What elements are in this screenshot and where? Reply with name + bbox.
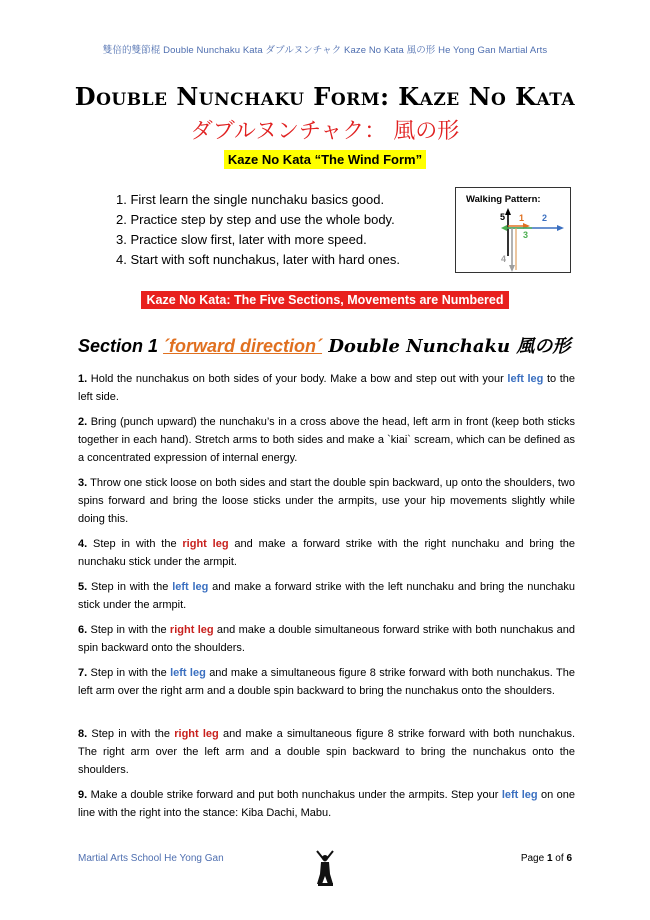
step-item: 2. Practice step by step and use the whole body. xyxy=(116,212,395,227)
paragraph-text: and make a simultaneous figure 8 strike forward with both nunchakus. The left arm over the right arm and a double spin backward to bring the nunchakus onto the shoulders. xyxy=(78,667,575,697)
banner-wrap xyxy=(0,291,650,309)
walking-pattern-title: Walking Pattern: xyxy=(466,194,541,205)
arrow-4-head xyxy=(509,265,515,272)
paragraph-number: 8. xyxy=(78,728,88,740)
page-title: Double Nunchaku Form: Kaze No Kata xyxy=(74,82,576,111)
paragraph-text: Throw one stick loose on both sides and start the double spin backward, up onto the shoulders, two spins forward and bring the loose sticks under the armpits, use your hip movements slightly while doing this. xyxy=(78,477,575,525)
left-leg-highlight: left leg xyxy=(172,581,209,593)
left-leg-highlight: left leg xyxy=(170,667,206,679)
paragraph-text: Step in with the xyxy=(87,667,171,679)
right-leg-highlight: right leg xyxy=(174,728,219,740)
paragraph-text: and make a double simultaneous forward strike with both nunchakus and spin backward onto the shoulders. xyxy=(78,624,575,654)
walking-pattern-box xyxy=(455,187,571,273)
subtitle-highlight: Kaze No Kata “The Wind Form” xyxy=(224,150,426,169)
footer-school: Martial Arts School He Yong Gan xyxy=(78,853,224,864)
paragraph-number: 7. xyxy=(78,667,88,679)
page-label: Page xyxy=(520,853,547,864)
running-header: 雙倍的雙節棍 Double Nunchaku Kata ダブルヌンチャク Kaze No Kata 風の形 He Yong Gan Martial Arts xyxy=(102,45,548,56)
paragraph-text: Step in with the xyxy=(87,538,183,550)
label-2: 2 xyxy=(542,213,548,223)
label-3: 3 xyxy=(523,230,529,240)
paragraph-text: Step in with the xyxy=(87,624,170,636)
paragraph-number: 3. xyxy=(78,477,88,489)
instruction-paragraph xyxy=(78,578,575,614)
left-leg-highlight: left leg xyxy=(507,373,544,385)
section-prefix: Section 1 xyxy=(78,336,164,356)
paragraph-number: 9. xyxy=(78,789,88,801)
section-1-heading xyxy=(78,332,570,358)
paragraph-text: and make a forward strike with the left nunchaku and bring the nunchaku stick under the armpit. xyxy=(78,581,576,611)
label-4: 4 xyxy=(501,254,507,264)
arrow-2-head xyxy=(557,225,564,231)
fighter-silhouette-icon xyxy=(314,850,336,886)
left-leg-highlight: left leg xyxy=(501,789,538,801)
basic-steps-list xyxy=(116,190,400,270)
paragraph-text: Hold the nunchakus on both sides of your body. Make a bow and step out with your xyxy=(87,373,508,385)
paragraph-text: Make a double strike forward and put both nunchakus under the armpits. Step your xyxy=(87,789,502,801)
paragraph-text: and make a simultaneous figure 8 strike forward with both nunchakus. The right arm over the left arm and a double spin backward to bring the nunchakus onto the shoulders. xyxy=(78,728,575,776)
instruction-paragraph xyxy=(78,621,575,657)
step-item: 1. First learn the single nunchaku basics good. xyxy=(116,192,385,207)
paragraph-text: and make a forward strike with the right nunchaku and bring the nunchaku stick under the armpit. xyxy=(78,538,575,568)
paragraph-number: 4. xyxy=(78,538,88,550)
instruction-paragraph xyxy=(78,725,575,779)
paragraph-number: 1. xyxy=(78,373,88,385)
paragraph-number: 5. xyxy=(78,581,88,593)
paragraph-text: on one line with the right into the stance: Kiba Dachi, Mabu. xyxy=(78,789,575,819)
instruction-paragraph xyxy=(78,786,575,822)
page-current: 1 xyxy=(546,853,553,864)
walking-pattern-diagram xyxy=(456,206,570,272)
section-suffix: Double Nunchaku 風の形 xyxy=(322,336,571,357)
five-sections-banner: Kaze No Kata: The Five Sections, Movements are Numbered xyxy=(141,291,508,309)
label-5: 5 xyxy=(500,212,506,222)
right-leg-highlight: right leg xyxy=(169,624,214,636)
paragraph-text: Step in with the xyxy=(87,581,173,593)
instruction-paragraph xyxy=(78,535,575,571)
paragraph-number: 6. xyxy=(78,624,88,636)
paragraph-text: Bring (punch upward) the nunchaku’s in a cross above the head, left arm in front (keep both sticks together in each hand). Stretch arms to both sides and make a `kiai` scream, which can be defined as a concentrated expression of internal energy. xyxy=(78,416,575,464)
instruction-paragraph xyxy=(78,413,575,467)
instruction-paragraph xyxy=(78,474,575,528)
japanese-title: ダブルヌンチャク： 風の形 xyxy=(190,119,460,144)
arrow-5-head xyxy=(505,208,511,215)
step-item: 3. Practice slow first, later with more speed. xyxy=(116,232,367,247)
instruction-paragraph xyxy=(78,370,575,406)
instruction-paragraph xyxy=(78,664,575,700)
label-1: 1 xyxy=(519,213,525,223)
right-leg-highlight: right leg xyxy=(182,538,229,550)
step-item: 4. Start with soft nunchakus, later with hard ones. xyxy=(116,252,400,267)
paragraph-text: Step in with the xyxy=(87,728,175,740)
paragraph-number: 2. xyxy=(78,416,88,428)
page-of: of xyxy=(552,853,567,864)
section-direction: ´forward direction´ xyxy=(163,336,323,356)
subtitle-wrap xyxy=(0,150,650,169)
paragraph-text: to the left side. xyxy=(78,373,576,403)
arrow-3-head xyxy=(501,225,507,231)
page-total: 6 xyxy=(566,853,572,864)
footer-page-number xyxy=(521,853,572,864)
